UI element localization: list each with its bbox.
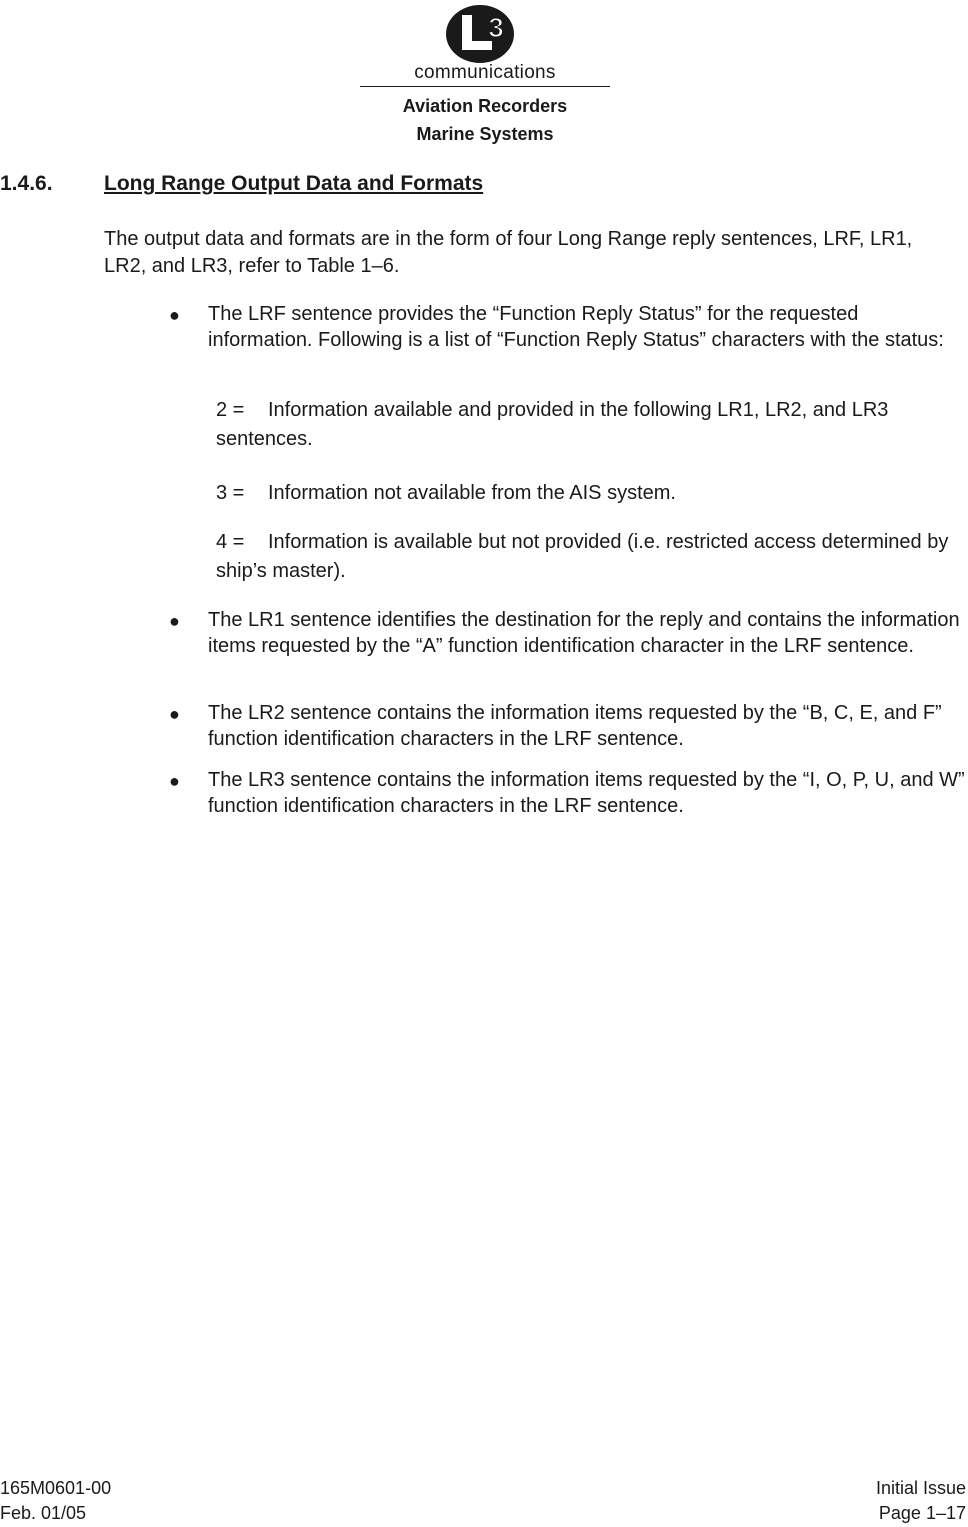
status-code: 2 =	[216, 399, 245, 421]
logo-mark-text: 3	[488, 12, 504, 43]
bullet-lr3: The LR3 sentence contains the information items requested by the “I, O, P, U, and W” function identification characters in the LRF sentence.	[208, 769, 965, 817]
logo-rule	[360, 86, 610, 87]
doc-number: 165M0601-00	[0, 1478, 112, 1498]
status-code: 3 =	[216, 482, 245, 504]
status-text: Information is available but not provided (i.e. restricted access determined by ship’s master).	[216, 531, 949, 582]
intro-paragraph: The output data and formats are in the form of four Long Range reply sentences, LRF, LR1, LR2, and LR3, refer to Table 1–6.	[104, 228, 913, 277]
l3-logo	[440, 4, 520, 64]
section-title: Long Range Output Data and Formats	[104, 172, 484, 195]
l3-logo-icon	[440, 4, 520, 64]
page-number: Page 1–17	[878, 1503, 966, 1523]
bullet-lr1: The LR1 sentence identifies the destination for the reply and contains the information items requested by the “A” function identification character in the LRF sentence.	[208, 609, 960, 657]
bullet-icon: ●	[169, 771, 180, 791]
bullet-lrf: The LRF sentence provides the “Function Reply Status” for the requested information. Following is a list of “Function Reply Status” characters with the status:	[208, 303, 944, 351]
status-code: 4 =	[216, 531, 245, 553]
issue-label: Initial Issue	[875, 1478, 966, 1498]
bullet-lr2: The LR2 sentence contains the information items requested by the “B, C, E, and F” function identification characters in the LRF sentence.	[208, 702, 942, 750]
logo-word: communications	[414, 62, 556, 83]
status-text: Information not available from the AIS system.	[268, 482, 676, 504]
doc-date: Feb. 01/05	[0, 1503, 87, 1523]
status-text: Information available and provided in the following LR1, LR2, and LR3 sentences.	[216, 399, 889, 450]
section-number: 1.4.6.	[0, 172, 53, 195]
status-item	[216, 528, 968, 586]
bullet-icon: ●	[169, 704, 180, 724]
status-item	[216, 396, 968, 454]
header-line-2: Marine Systems	[416, 124, 554, 144]
bullet-icon: ●	[169, 305, 180, 325]
status-item	[216, 479, 968, 508]
bullet-icon: ●	[169, 611, 180, 631]
header-line-1: Aviation Recorders	[402, 96, 568, 116]
